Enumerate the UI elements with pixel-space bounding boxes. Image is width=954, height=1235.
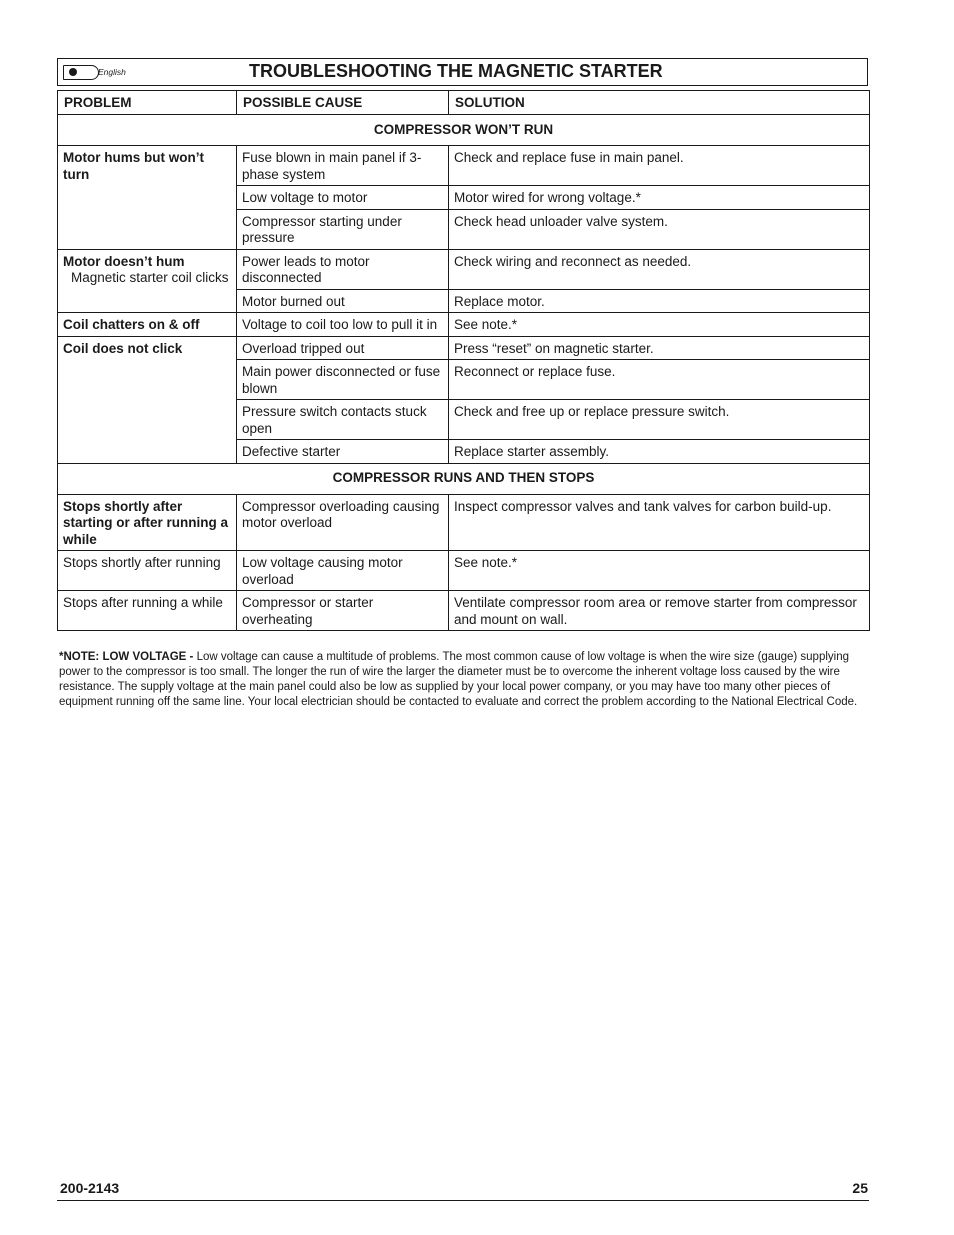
cause-cell: Overload tripped out (237, 336, 449, 360)
note-text: Low voltage can cause a multitude of problems. The most common cause of low voltage is when the wire size (gauge) supplying power to the compressor is too small. The longer the run of wire the larger the diameter must be to overcome the inherent voltage loss caused by the wire resistance. The supply voltage at the main panel could also be low as supplied by your local power company, or you may have too many other pieces of equipment running off the same line. Your local electrician should be contacted to evaluate and correct the problem according to the National Electrical Code. (59, 651, 858, 708)
solution-cell: See note.* (449, 313, 870, 337)
low-voltage-note (59, 650, 869, 710)
problem-text: Coil chatters on & off (63, 317, 200, 332)
solution-cell: Check wiring and reconnect as needed. (449, 249, 870, 289)
section-title: COMPRESSOR WON’T RUN (58, 115, 870, 146)
table-body (58, 115, 870, 631)
cause-cell: Low voltage to motor (237, 186, 449, 210)
cause-cell: Compressor or starter overheating (237, 591, 449, 631)
problem-cell (58, 313, 237, 337)
problem-text: Motor doesn’t hum (63, 253, 185, 269)
page-title: TROUBLESHOOTING THE MAGNETIC STARTER (249, 61, 663, 81)
section-title: COMPRESSOR RUNS AND THEN STOPS (58, 463, 870, 494)
problem-subnote: Magnetic starter coil clicks (71, 270, 229, 285)
solution-cell: Check and replace fuse in main panel. (449, 146, 870, 186)
problem-text: Motor hums but won’t turn (63, 150, 204, 182)
problem-cell (58, 591, 237, 631)
cause-cell: Power leads to motor disconnected (237, 249, 449, 289)
solution-cell: Check and free up or replace pressure switch. (449, 400, 870, 440)
solution-cell: See note.* (449, 551, 870, 591)
note-label: *NOTE: LOW VOLTAGE - (59, 651, 194, 663)
cause-cell: Fuse blown in main panel if 3-phase system (237, 146, 449, 186)
table-row (58, 551, 870, 591)
cause-cell: Compressor starting under pressure (237, 209, 449, 249)
solution-cell: Inspect compressor valves and tank valves for carbon build-up. (449, 494, 870, 551)
table-row (58, 313, 870, 337)
document-number: 200-2143 (60, 1180, 120, 1196)
table-header-row (58, 91, 870, 115)
table-row (58, 336, 870, 360)
table-row (58, 146, 870, 186)
page-number: 25 (852, 1180, 868, 1196)
solution-cell: Replace motor. (449, 289, 870, 313)
page-footer (57, 1178, 869, 1201)
table-row (58, 591, 870, 631)
problem-cell (58, 494, 237, 551)
problem-cell (58, 551, 237, 591)
solution-cell: Ventilate compressor room area or remove starter from compressor and mount on wall. (449, 591, 870, 631)
cause-cell: Pressure switch contacts stuck open (237, 400, 449, 440)
table-row (58, 249, 870, 289)
title-banner (57, 58, 868, 86)
cause-cell: Voltage to coil too low to pull it in (237, 313, 449, 337)
language-dot-icon (69, 68, 77, 76)
problem-text: Stops shortly after running (63, 555, 221, 570)
problem-cell (58, 336, 237, 463)
problem-text: Stops shortly after starting or after running a while (63, 498, 229, 547)
solution-cell: Press “reset” on magnetic starter. (449, 336, 870, 360)
solution-cell: Check head unloader valve system. (449, 209, 870, 249)
solution-cell: Reconnect or replace fuse. (449, 360, 870, 400)
column-header-solution: SOLUTION (449, 91, 870, 115)
cause-cell: Compressor overloading causing motor overload (237, 494, 449, 551)
cause-cell: Low voltage causing motor overload (237, 551, 449, 591)
cause-cell: Motor burned out (237, 289, 449, 313)
cause-cell: Defective starter (237, 440, 449, 464)
problem-cell (58, 249, 237, 313)
language-tab (63, 65, 126, 80)
column-header-cause: POSSIBLE CAUSE (237, 91, 449, 115)
section-row (58, 115, 870, 146)
section-row (58, 463, 870, 494)
solution-cell: Motor wired for wrong voltage.* (449, 186, 870, 210)
problem-text: Stops after running a while (63, 595, 223, 610)
cause-cell: Main power disconnected or fuse blown (237, 360, 449, 400)
problem-text: Coil does not click (63, 340, 183, 356)
language-label: English (98, 67, 126, 77)
troubleshooting-table (57, 90, 870, 631)
table-row (58, 494, 870, 551)
problem-cell (58, 146, 237, 250)
column-header-problem: PROBLEM (58, 91, 237, 115)
solution-cell: Replace starter assembly. (449, 440, 870, 464)
